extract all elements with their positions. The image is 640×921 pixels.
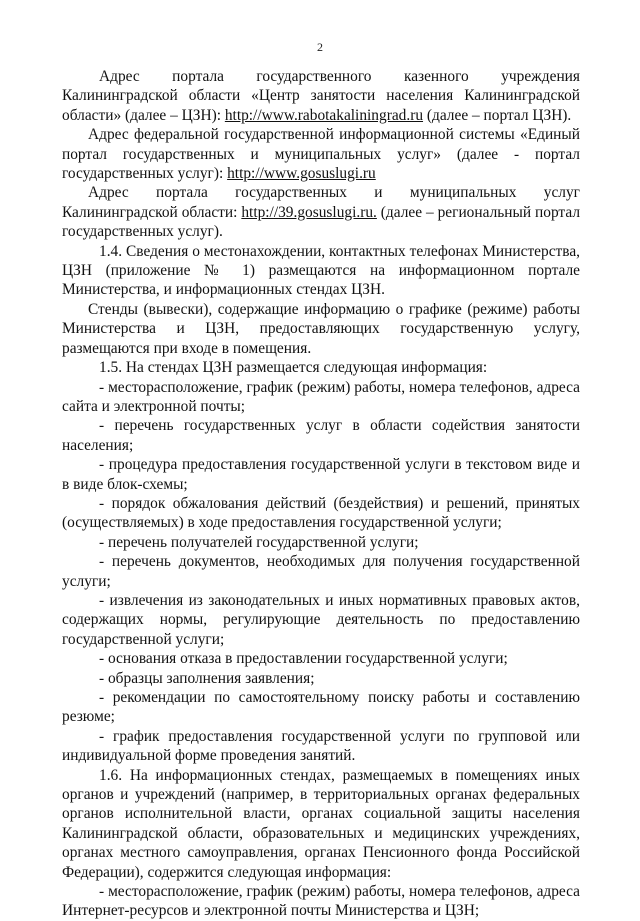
- list-item: - месторасположение, график (режим) работы, номера телефонов, адреса сайта и электронной почты;: [62, 378, 580, 415]
- link-czn-portal[interactable]: http://www.rabotakaliningrad.ru: [224, 106, 424, 124]
- page-number: 2: [317, 40, 323, 54]
- list-item: - извлечения из законодательных и иных нормативных правовых актов, содержащих нормы, регулирующие деятельность по предоставлению государственной услуги;: [62, 591, 580, 648]
- list-item: - рекомендации по самостоятельному поиску работы и составлению резюме;: [62, 689, 580, 726]
- list-item: - основания отказа в предоставлении государственной услуги;: [99, 650, 508, 668]
- paragraph: 1.6. На информационных стендах, размещаемых в помещениях иных органов и учреждений (например, в территориальных органах федеральных органов исполнительной власти, органах социальной защиты населения Калининградской области, образовательных и медицинских учреждениях, органах местного самоуправления, органах Пенсионного фонда Российской Федерации), содержится следующая информация:: [62, 766, 580, 881]
- paragraph-text: (далее – портал ЦЗН).: [423, 106, 572, 124]
- link-gosuslugi[interactable]: http://www.gosuslugi.ru: [227, 165, 376, 183]
- list-item: - перечень документов, необходимых для получения государственной услуги;: [62, 553, 580, 590]
- paragraph-text: Адрес портала государственного казенного учреждения Калининградской области «Центр занятости населения Калининградской области» (далее – ЦЗН):: [62, 68, 580, 124]
- paragraph-text: Адрес федеральной государственной информационной системы «Единый портал государственных и муниципальных услуг» (далее - портал государственных услуг):: [62, 126, 580, 183]
- list-item: - перечень государственных услуг в области содействия занятости населения;: [62, 417, 580, 454]
- paragraph-text: Адрес портала государственных и муниципальных услуг Калининградской области:: [62, 184, 580, 221]
- document-body: [62, 67, 580, 921]
- list-item: - порядок обжалования действий (бездействия) и решений, принятых (осуществляемых) в ходе предоставления государственной услуги;: [62, 494, 580, 532]
- list-item: - процедура предоставления государственной услуги в текстовом виде и в виде блок-схемы;: [62, 456, 580, 493]
- list-item: - образцы заполнения заявления;: [99, 669, 315, 687]
- link-regional-gosuslugi[interactable]: http://39.gosuslugi.ru.: [241, 203, 377, 221]
- paragraph: 1.5. На стендах ЦЗН размещается следующая информация:: [99, 359, 488, 377]
- paragraph: Стенды (вывески), содержащие информацию о графике (режиме) работы Министерства и ЦЗН, предоставляющих государственную услугу, размещаются при входе в помещения.: [62, 300, 580, 357]
- list-item: - месторасположение, график (режим) работы, номера телефонов, адреса Интернет-ресурсов и электронной почты Министерства и ЦЗН;: [62, 883, 580, 920]
- list-item: - перечень получателей государственной услуги;: [99, 533, 419, 551]
- paragraph-text: (далее – региональный портал государственных услуг).: [62, 203, 580, 241]
- paragraph-czn-portal: [62, 67, 580, 125]
- list-item: - график предоставления государственной услуги по групповой или индивидуальной форме проведения занятий.: [62, 727, 580, 765]
- paragraph: 1.4. Сведения о местонахождении, контактных телефонах Министерства, ЦЗН (приложение № 1) размещаются на информационном портале Министерства, и информационных стендах ЦЗН.: [62, 242, 580, 299]
- paragraph-federal-portal: [62, 125, 580, 183]
- paragraph-regional-portal: [62, 183, 580, 241]
